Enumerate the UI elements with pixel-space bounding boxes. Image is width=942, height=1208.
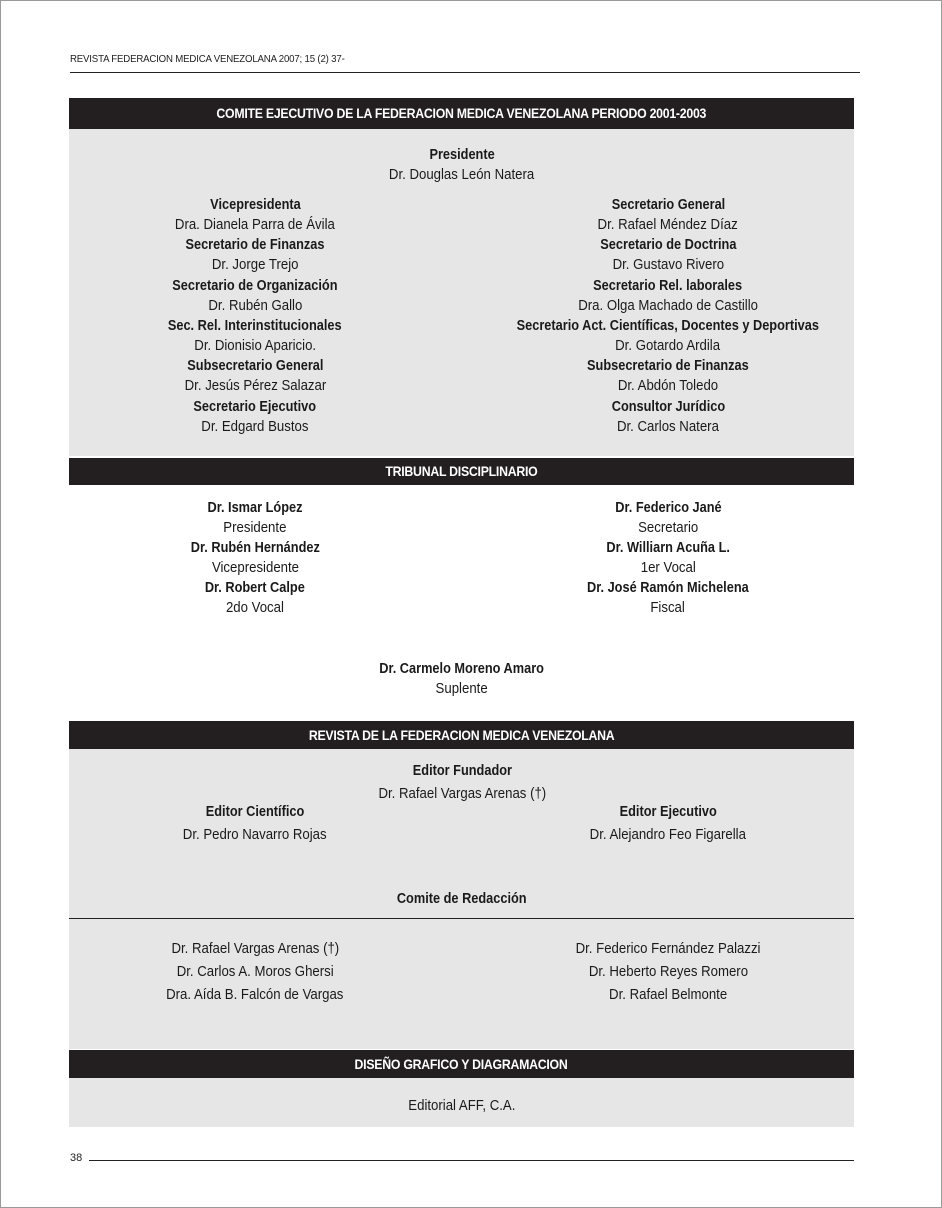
- running-head: REVISTA FEDERACION MEDICA VENEZOLANA 2007; 15 (2) 37-: [70, 53, 345, 65]
- tribunal-left-name: Dr. Ismar López: [207, 500, 303, 516]
- comite-left-role: Sec. Rel. Interinstitucionales: [168, 318, 342, 334]
- president-role: Presidente: [429, 147, 495, 163]
- comite-right-name: Dra. Olga Machado de Castillo: [578, 297, 758, 314]
- header-rule: [70, 72, 860, 73]
- diseno-header: DISEÑO GRAFICO Y DIAGRAMACION: [69, 1050, 854, 1078]
- comite-right-name: Dr. Abdón Toledo: [617, 377, 719, 394]
- tribunal-left-role: 2do Vocal: [226, 599, 284, 616]
- tribunal-right-role: 1er Vocal: [640, 559, 696, 576]
- founder-name: Dr. Rafael Vargas Arenas (†): [378, 785, 546, 802]
- tribunal-left-name: Dr. Robert Calpe: [205, 580, 305, 596]
- comite-left-name: Dr. Jesús Pérez Salazar: [184, 377, 326, 394]
- scientific-editor-role: Editor Científico: [205, 804, 305, 820]
- comite-right-name: Dr. Gotardo Ardila: [615, 337, 721, 354]
- page-number: 38: [70, 1152, 83, 1164]
- comite-right-name: Dr. Rafael Méndez Díaz: [597, 216, 739, 233]
- founder-role: Editor Fundador: [412, 763, 512, 779]
- comite-left-name: Dr. Dionisio Aparicio.: [194, 337, 316, 354]
- tribunal-header: TRIBUNAL DISCIPLINARIO: [69, 458, 854, 485]
- comite-left-role: Secretario Ejecutivo: [193, 399, 317, 415]
- comite-left-role: Subsecretario General: [186, 358, 324, 374]
- comite-left-role: Secretario de Finanzas: [185, 237, 325, 253]
- committee-member: Dra. Aída B. Falcón de Vargas: [166, 986, 344, 1003]
- committee-title: Comite de Redacción: [397, 891, 527, 907]
- comite-right-role: Secretario General: [611, 197, 725, 213]
- comite-left-name: Dr. Jorge Trejo: [211, 256, 299, 273]
- tribunal-right-role: Fiscal: [650, 599, 686, 616]
- committee-member: Dr. Rafael Belmonte: [608, 986, 728, 1003]
- executive-editor-role: Editor Ejecutivo: [619, 804, 717, 820]
- suplente-role: Suplente: [435, 680, 489, 697]
- committee-member: Dr. Carlos A. Moros Ghersi: [176, 963, 334, 980]
- comite-right-role: Subsecretario de Finanzas: [587, 358, 749, 374]
- tribunal-right-role: Secretario: [637, 519, 699, 536]
- committee-rule: [69, 918, 854, 919]
- tribunal-left-role: Presidente: [223, 519, 287, 536]
- comite-left-name: Dra. Dianela Parra de Ávila: [175, 216, 335, 233]
- tribunal-left-role: Vicepresidente: [211, 559, 299, 576]
- comite-right-role: Secretario de Doctrina: [599, 237, 737, 253]
- comite-right-name: Dr. Carlos Natera: [617, 418, 719, 435]
- revista-header: REVISTA DE LA FEDERACION MEDICA VENEZOLANA: [69, 721, 854, 749]
- president-name: Dr. Douglas León Natera: [389, 166, 535, 183]
- comite-left-role: Secretario de Organización: [172, 278, 338, 294]
- scientific-editor-name: Dr. Pedro Navarro Rojas: [183, 826, 327, 843]
- comite-right-name: Dr. Gustavo Rivero: [612, 256, 724, 273]
- committee-member: Dr. Rafael Vargas Arenas (†): [171, 940, 339, 957]
- tribunal-right-name: Dr. Federico Jané: [614, 500, 722, 516]
- comite-left-role: Vicepresidenta: [209, 197, 301, 213]
- footer-rule: [89, 1160, 854, 1161]
- tribunal-right-name: Dr. Williarn Acuña L.: [606, 540, 730, 556]
- publisher-name: Editorial AFF, C.A.: [408, 1097, 516, 1114]
- suplente-name: Dr. Carmelo Moreno Amaro: [379, 661, 545, 677]
- executive-editor-name: Dr. Alejandro Feo Figarella: [589, 826, 747, 843]
- tribunal-right-name: Dr. José Ramón Michelena: [587, 580, 749, 596]
- comite-header: COMITE EJECUTIVO DE LA FEDERACION MEDICA VENEZOLANA PERIODO 2001-2003: [69, 98, 854, 129]
- comite-right-role: Secretario Act. Científicas, Docentes y Deportivas: [516, 318, 820, 334]
- committee-member: Dr. Heberto Reyes Romero: [588, 963, 748, 980]
- comite-right-role: Consultor Jurídico: [611, 399, 725, 415]
- committee-member: Dr. Federico Fernández Palazzi: [575, 940, 761, 957]
- tribunal-left-name: Dr. Rubén Hernández: [190, 540, 320, 556]
- comite-left-name: Dr. Rubén Gallo: [208, 297, 302, 314]
- comite-right-role: Secretario Rel. laborales: [593, 278, 743, 294]
- comite-left-name: Dr. Edgard Bustos: [201, 418, 309, 435]
